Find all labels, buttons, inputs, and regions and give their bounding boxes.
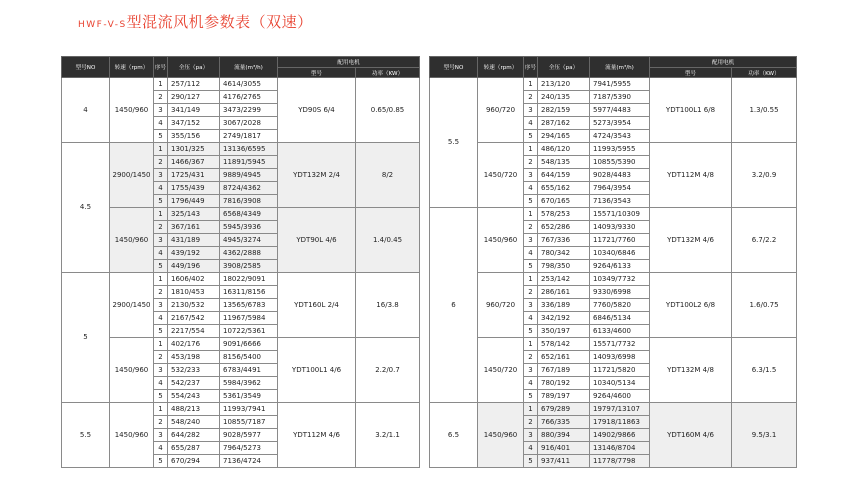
speed-cell: 1450/960 — [110, 208, 154, 273]
pressure-cell: 644/159 — [538, 169, 590, 182]
seq-cell: 4 — [154, 182, 168, 195]
flow-cell: 18022/9091 — [220, 273, 278, 286]
table-row — [62, 338, 420, 351]
seq-cell: 3 — [524, 104, 538, 117]
flow-cell: 7816/3908 — [220, 195, 278, 208]
flow-cell: 7964/3954 — [590, 182, 650, 195]
flow-cell: 13136/6595 — [220, 143, 278, 156]
flow-cell: 13565/6783 — [220, 299, 278, 312]
seq-cell: 3 — [524, 169, 538, 182]
flow-cell: 11721/7760 — [590, 234, 650, 247]
pressure-cell: 347/152 — [168, 117, 220, 130]
pressure-cell: 548/240 — [168, 416, 220, 429]
flow-cell: 7941/5955 — [590, 78, 650, 91]
seq-cell: 2 — [154, 156, 168, 169]
table-row — [62, 403, 420, 416]
header-model: 型号NO — [430, 57, 478, 78]
header-motor-power: 功率（KW） — [356, 68, 420, 78]
seq-cell: 3 — [154, 299, 168, 312]
seq-cell: 1 — [154, 143, 168, 156]
seq-cell: 2 — [154, 416, 168, 429]
speed-cell: 1450/720 — [478, 143, 524, 208]
pressure-cell: 789/197 — [538, 390, 590, 403]
pressure-cell: 253/142 — [538, 273, 590, 286]
seq-cell: 5 — [524, 195, 538, 208]
motor-model-cell: YDT160L 2/4 — [278, 273, 356, 338]
pressure-cell: 767/189 — [538, 364, 590, 377]
pressure-cell: 670/165 — [538, 195, 590, 208]
flow-cell: 9264/4600 — [590, 390, 650, 403]
flow-cell: 4724/3543 — [590, 130, 650, 143]
motor-power-cell: 1.6/0.75 — [732, 273, 797, 338]
seq-cell: 3 — [524, 299, 538, 312]
flow-cell: 5984/3962 — [220, 377, 278, 390]
seq-cell: 5 — [524, 130, 538, 143]
motor-model-cell: YD90S 6/4 — [278, 78, 356, 143]
model-cell: 6 — [430, 208, 478, 403]
pressure-cell: 578/253 — [538, 208, 590, 221]
pressure-cell: 325/143 — [168, 208, 220, 221]
flow-cell: 14093/9330 — [590, 221, 650, 234]
pressure-cell: 578/142 — [538, 338, 590, 351]
pressure-cell: 767/336 — [538, 234, 590, 247]
pressure-cell: 2167/542 — [168, 312, 220, 325]
flow-cell: 10722/5361 — [220, 325, 278, 338]
seq-cell: 2 — [154, 221, 168, 234]
table-row — [430, 273, 797, 286]
table-row — [430, 403, 797, 416]
flow-cell: 6133/4600 — [590, 325, 650, 338]
motor-model-cell: YDT132M 4/8 — [650, 338, 732, 403]
header-motor-power: 功率（KW） — [732, 68, 797, 78]
pressure-cell: 542/237 — [168, 377, 220, 390]
motor-model-cell: YDT100L1 6/8 — [650, 78, 732, 143]
pressure-cell: 350/197 — [538, 325, 590, 338]
header-seq: 序号 — [154, 57, 168, 78]
pressure-cell: 679/289 — [538, 403, 590, 416]
motor-power-cell: 3.2/1.1 — [356, 403, 420, 468]
pressure-cell: 367/161 — [168, 221, 220, 234]
pressure-cell: 1796/449 — [168, 195, 220, 208]
flow-cell: 19797/13107 — [590, 403, 650, 416]
seq-cell: 2 — [524, 286, 538, 299]
table-row — [62, 208, 420, 221]
flow-cell: 8724/4362 — [220, 182, 278, 195]
flow-cell: 7760/5820 — [590, 299, 650, 312]
seq-cell: 1 — [154, 403, 168, 416]
pressure-cell: 798/350 — [538, 260, 590, 273]
seq-cell: 4 — [154, 377, 168, 390]
pressure-cell: 1725/431 — [168, 169, 220, 182]
flow-cell: 7964/5273 — [220, 442, 278, 455]
pressure-cell: 341/149 — [168, 104, 220, 117]
seq-cell: 2 — [524, 416, 538, 429]
motor-model-cell: YDT132M 2/4 — [278, 143, 356, 208]
header-speed: 转速（rpm） — [110, 57, 154, 78]
flow-cell: 6846/5134 — [590, 312, 650, 325]
pressure-cell: 290/127 — [168, 91, 220, 104]
pressure-cell: 257/112 — [168, 78, 220, 91]
flow-cell: 6783/4491 — [220, 364, 278, 377]
flow-cell: 16311/8156 — [220, 286, 278, 299]
header-seq: 序号 — [524, 57, 538, 78]
seq-cell: 2 — [524, 221, 538, 234]
pressure-cell: 453/198 — [168, 351, 220, 364]
speed-cell: 1450/960 — [478, 208, 524, 273]
speed-cell: 2900/1450 — [110, 143, 154, 208]
flow-cell: 4945/3274 — [220, 234, 278, 247]
flow-cell: 13146/8704 — [590, 442, 650, 455]
seq-cell: 2 — [524, 351, 538, 364]
pressure-cell: 287/162 — [538, 117, 590, 130]
series-prefix: HWF-V-S — [78, 20, 127, 30]
seq-cell: 3 — [524, 429, 538, 442]
table-body-left — [62, 78, 420, 468]
pressure-cell: 644/282 — [168, 429, 220, 442]
seq-cell: 4 — [524, 312, 538, 325]
motor-power-cell: 3.2/0.9 — [732, 143, 797, 208]
pressure-cell: 2130/532 — [168, 299, 220, 312]
seq-cell: 3 — [524, 234, 538, 247]
pressure-cell: 652/286 — [538, 221, 590, 234]
motor-model-cell: YDT132M 4/6 — [650, 208, 732, 273]
motor-model-cell: YDT160M 4/6 — [650, 403, 732, 468]
motor-power-cell: 8/2 — [356, 143, 420, 208]
flow-cell: 5977/4483 — [590, 104, 650, 117]
pressure-cell: 402/176 — [168, 338, 220, 351]
seq-cell: 3 — [154, 364, 168, 377]
pressure-cell: 655/287 — [168, 442, 220, 455]
header-motor-model: 型号 — [278, 68, 356, 78]
seq-cell: 4 — [524, 442, 538, 455]
header-flow: 流量(m³/h) — [220, 57, 278, 78]
seq-cell: 4 — [154, 312, 168, 325]
flow-cell: 15571/10309 — [590, 208, 650, 221]
seq-cell: 4 — [154, 442, 168, 455]
pressure-cell: 780/342 — [538, 247, 590, 260]
parameter-table-left — [61, 56, 420, 468]
flow-cell: 3067/2028 — [220, 117, 278, 130]
pressure-cell: 554/243 — [168, 390, 220, 403]
pressure-cell: 670/294 — [168, 455, 220, 468]
title-text: 型混流风机参数表（双速） — [126, 13, 313, 31]
seq-cell: 5 — [154, 390, 168, 403]
header-flow: 流量(m³/h) — [590, 57, 650, 78]
motor-model-cell: YDT100L1 4/6 — [278, 338, 356, 403]
pressure-cell: 880/394 — [538, 429, 590, 442]
pressure-cell: 286/161 — [538, 286, 590, 299]
flow-cell: 9264/6133 — [590, 260, 650, 273]
flow-cell: 9028/5977 — [220, 429, 278, 442]
motor-model-cell: YDT100L2 6/8 — [650, 273, 732, 338]
model-cell: 5.5 — [430, 78, 478, 208]
motor-power-cell: 6.3/1.5 — [732, 338, 797, 403]
flow-cell: 11993/7941 — [220, 403, 278, 416]
seq-cell: 1 — [154, 338, 168, 351]
seq-cell: 3 — [154, 429, 168, 442]
flow-cell: 11778/7798 — [590, 455, 650, 468]
seq-cell: 1 — [524, 338, 538, 351]
seq-cell: 1 — [154, 78, 168, 91]
pressure-cell: 532/233 — [168, 364, 220, 377]
seq-cell: 5 — [524, 325, 538, 338]
motor-power-cell: 1.3/0.55 — [732, 78, 797, 143]
pressure-cell: 486/120 — [538, 143, 590, 156]
flow-cell: 8156/5400 — [220, 351, 278, 364]
flow-cell: 4362/2888 — [220, 247, 278, 260]
seq-cell: 5 — [154, 325, 168, 338]
seq-cell: 2 — [154, 286, 168, 299]
seq-cell: 2 — [524, 156, 538, 169]
seq-cell: 2 — [524, 91, 538, 104]
flow-cell: 9330/6998 — [590, 286, 650, 299]
table-row — [430, 208, 797, 221]
seq-cell: 4 — [154, 247, 168, 260]
seq-cell: 3 — [524, 364, 538, 377]
header-model: 型号NO — [62, 57, 110, 78]
flow-cell: 10855/5390 — [590, 156, 650, 169]
pressure-cell: 937/411 — [538, 455, 590, 468]
seq-cell: 2 — [154, 91, 168, 104]
speed-cell: 960/720 — [478, 78, 524, 143]
motor-power-cell: 6.7/2.2 — [732, 208, 797, 273]
seq-cell: 5 — [524, 260, 538, 273]
flow-cell: 3908/2585 — [220, 260, 278, 273]
header-pressure: 全压（pa） — [168, 57, 220, 78]
flow-cell: 3473/2299 — [220, 104, 278, 117]
seq-cell: 4 — [524, 182, 538, 195]
pressure-cell: 1466/367 — [168, 156, 220, 169]
pressure-cell: 294/165 — [538, 130, 590, 143]
seq-cell: 4 — [154, 117, 168, 130]
seq-cell: 1 — [154, 273, 168, 286]
pressure-cell: 2217/554 — [168, 325, 220, 338]
pressure-cell: 431/189 — [168, 234, 220, 247]
flow-cell: 5273/3954 — [590, 117, 650, 130]
seq-cell: 2 — [154, 351, 168, 364]
seq-cell: 4 — [524, 117, 538, 130]
flow-cell: 10340/6846 — [590, 247, 650, 260]
flow-cell: 11993/5955 — [590, 143, 650, 156]
parameter-table-right — [429, 56, 797, 468]
flow-cell: 10855/7187 — [220, 416, 278, 429]
pressure-cell: 1606/402 — [168, 273, 220, 286]
header-pressure: 全压（pa） — [538, 57, 590, 78]
pressure-cell: 439/192 — [168, 247, 220, 260]
seq-cell: 5 — [524, 455, 538, 468]
seq-cell: 5 — [154, 455, 168, 468]
pressure-cell: 282/159 — [538, 104, 590, 117]
speed-cell: 1450/960 — [478, 403, 524, 468]
flow-cell: 4614/3055 — [220, 78, 278, 91]
pressure-cell: 213/120 — [538, 78, 590, 91]
flow-cell: 17918/11863 — [590, 416, 650, 429]
table-row — [62, 78, 420, 91]
flow-cell: 10340/5134 — [590, 377, 650, 390]
speed-cell: 2900/1450 — [110, 273, 154, 338]
seq-cell: 4 — [524, 247, 538, 260]
model-cell: 5.5 — [62, 403, 110, 468]
motor-power-cell: 16/3.8 — [356, 273, 420, 338]
seq-cell: 1 — [524, 208, 538, 221]
seq-cell: 3 — [154, 234, 168, 247]
flow-cell: 9028/4483 — [590, 169, 650, 182]
model-cell: 4 — [62, 78, 110, 143]
speed-cell: 1450/960 — [110, 403, 154, 468]
flow-cell: 7187/5390 — [590, 91, 650, 104]
pressure-cell: 1810/453 — [168, 286, 220, 299]
motor-power-cell: 2.2/0.7 — [356, 338, 420, 403]
speed-cell: 1450/960 — [110, 338, 154, 403]
seq-cell: 1 — [524, 403, 538, 416]
pressure-cell: 240/135 — [538, 91, 590, 104]
header-motor-group: 配用电机 — [278, 57, 420, 68]
motor-model-cell: YDT112M 4/6 — [278, 403, 356, 468]
motor-model-cell: YDT112M 4/8 — [650, 143, 732, 208]
pressure-cell: 336/189 — [538, 299, 590, 312]
table-row — [430, 78, 797, 91]
table-row — [62, 273, 420, 286]
flow-cell: 6568/4349 — [220, 208, 278, 221]
seq-cell: 1 — [524, 143, 538, 156]
pressure-cell: 449/196 — [168, 260, 220, 273]
model-cell: 6.5 — [430, 403, 478, 468]
flow-cell: 10349/7732 — [590, 273, 650, 286]
speed-cell: 1450/720 — [478, 338, 524, 403]
pressure-cell: 355/156 — [168, 130, 220, 143]
flow-cell: 9091/6666 — [220, 338, 278, 351]
seq-cell: 1 — [154, 208, 168, 221]
table-body-right — [430, 78, 797, 468]
model-cell: 5 — [62, 273, 110, 403]
flow-cell: 15571/7732 — [590, 338, 650, 351]
pressure-cell: 1755/439 — [168, 182, 220, 195]
flow-cell: 11967/5984 — [220, 312, 278, 325]
pressure-cell: 652/161 — [538, 351, 590, 364]
seq-cell: 3 — [154, 169, 168, 182]
flow-cell: 2749/1817 — [220, 130, 278, 143]
motor-power-cell: 1.4/0.45 — [356, 208, 420, 273]
pressure-cell: 655/162 — [538, 182, 590, 195]
speed-cell: 1450/960 — [110, 78, 154, 143]
seq-cell: 5 — [524, 390, 538, 403]
pressure-cell: 1301/325 — [168, 143, 220, 156]
pressure-cell: 780/192 — [538, 377, 590, 390]
seq-cell: 1 — [524, 78, 538, 91]
flow-cell: 14902/9866 — [590, 429, 650, 442]
header-motor-model: 型号 — [650, 68, 732, 78]
motor-power-cell: 0.65/0.85 — [356, 78, 420, 143]
pressure-cell: 916/401 — [538, 442, 590, 455]
model-cell: 4.5 — [62, 143, 110, 273]
page-title — [78, 12, 313, 32]
table-row — [62, 143, 420, 156]
pressure-cell: 342/192 — [538, 312, 590, 325]
table-row — [430, 143, 797, 156]
pressure-cell: 548/135 — [538, 156, 590, 169]
flow-cell: 11721/5820 — [590, 364, 650, 377]
flow-cell: 7136/4724 — [220, 455, 278, 468]
header-motor-group: 配用电机 — [650, 57, 797, 68]
seq-cell: 3 — [154, 104, 168, 117]
pressure-cell: 488/213 — [168, 403, 220, 416]
seq-cell: 4 — [524, 377, 538, 390]
seq-cell: 1 — [524, 273, 538, 286]
flow-cell: 7136/3543 — [590, 195, 650, 208]
flow-cell: 14093/6998 — [590, 351, 650, 364]
motor-model-cell: YDT90L 4/6 — [278, 208, 356, 273]
flow-cell: 5361/3549 — [220, 390, 278, 403]
header-speed: 转速（rpm） — [478, 57, 524, 78]
flow-cell: 4176/2765 — [220, 91, 278, 104]
motor-power-cell: 9.5/3.1 — [732, 403, 797, 468]
seq-cell: 5 — [154, 195, 168, 208]
table-row — [430, 338, 797, 351]
flow-cell: 11891/5945 — [220, 156, 278, 169]
flow-cell: 5945/3936 — [220, 221, 278, 234]
flow-cell: 9889/4945 — [220, 169, 278, 182]
pressure-cell: 766/335 — [538, 416, 590, 429]
seq-cell: 5 — [154, 130, 168, 143]
speed-cell: 960/720 — [478, 273, 524, 338]
seq-cell: 5 — [154, 260, 168, 273]
